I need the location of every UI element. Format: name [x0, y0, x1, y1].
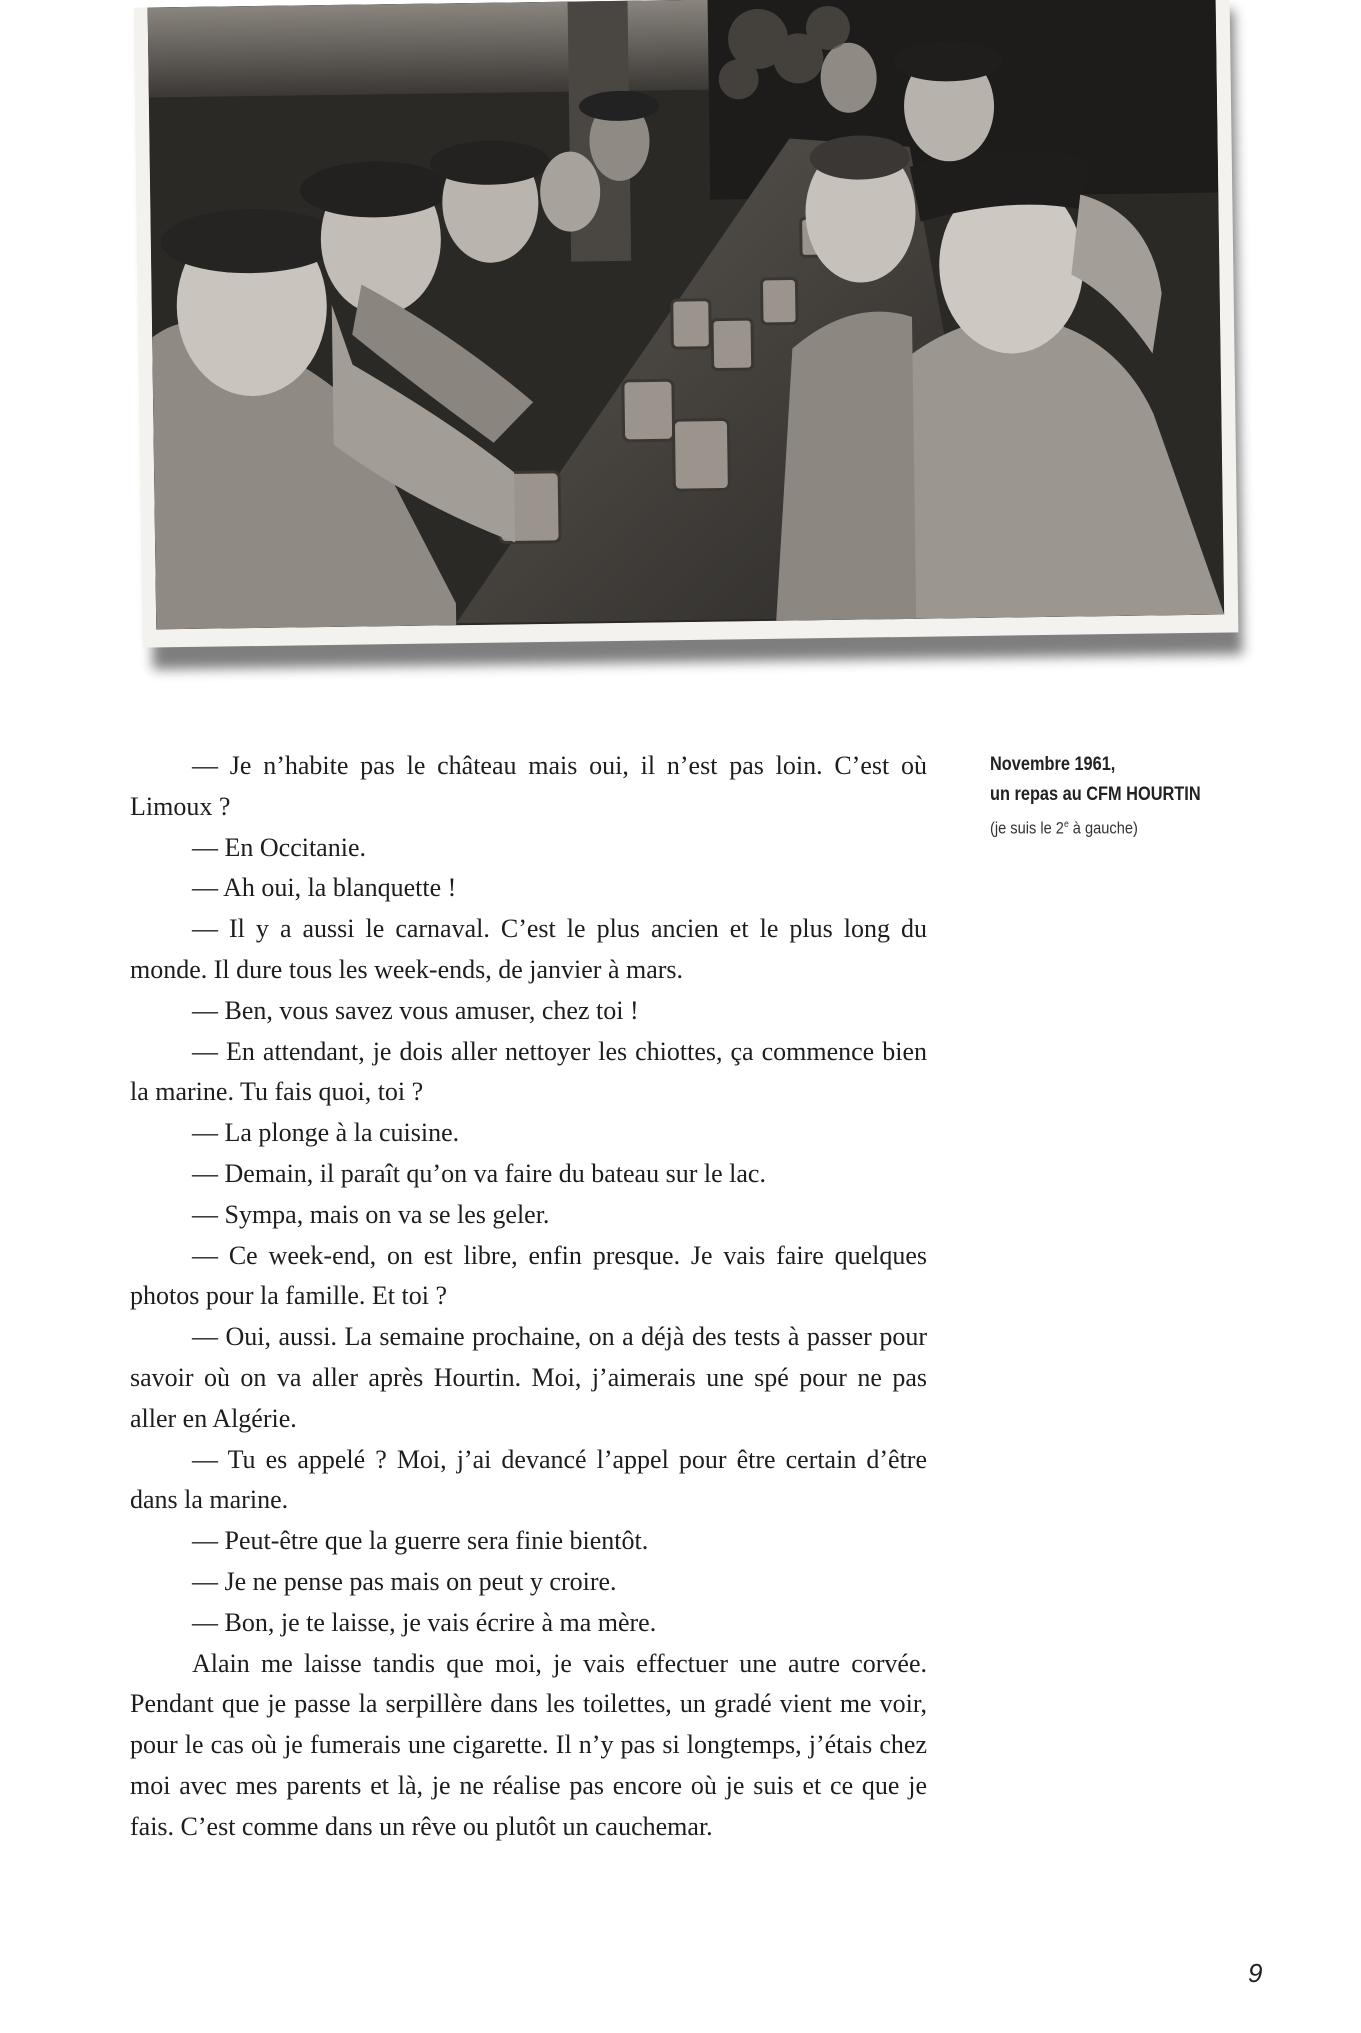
- paragraph: — En attendant, je dois aller nettoyer les chiottes, ça commence bien la marine. Tu fais quoi, toi ?: [130, 1036, 927, 1107]
- caption-note-sup: e: [1063, 819, 1069, 830]
- paragraph: — La plonge à la cuisine.: [192, 1118, 460, 1148]
- photo-caption: [990, 750, 1290, 844]
- paragraph: — Ah oui, la blanquette !: [192, 873, 457, 903]
- paragraph: — Oui, aussi. La semaine prochaine, on a déjà des tests à passer pour savoir où on va aller après Hourtin. Moi, j’aimerais une spé pour ne pas aller en Algérie.: [130, 1322, 927, 1433]
- page-number: 9: [1248, 1958, 1263, 1988]
- paragraph: — Peut-être que la guerre sera finie bientôt.: [192, 1526, 649, 1556]
- paragraph: — Bon, je te laisse, je vais écrire à ma mère.: [192, 1607, 657, 1637]
- paragraph: — Tu es appelé ? Moi, j’ai devancé l’appel pour être certain d’être dans la marine.: [130, 1444, 927, 1515]
- photo: [134, 0, 1239, 648]
- paragraph: Alain me laisse tandis que moi, je vais effectuer une autre corvée. Pendant que je passe la serpillère dans les toilettes, un gradé vient me voir, pour le cas où je fumerais une cigarette. Il n’y pas si longtemps, j’étais chez moi avec mes parents et là, je ne réalise pas encore où je suis et ce que je fais. C’est comme dans un rêve ou plutôt un cauchemar.: [130, 1648, 927, 1841]
- sailors-meal-photograph: [148, 0, 1225, 629]
- caption-note: [990, 810, 1248, 844]
- body-text: [130, 746, 927, 1848]
- paragraph: — Je n’habite pas le château mais oui, il n’est pas loin. C’est où Limoux ?: [130, 751, 927, 821]
- caption-date: Novembre 1961,: [990, 754, 1116, 775]
- paragraph: — Ce week-end, on est libre, enfin presque. Je vais faire quelques photos pour la famille. Et toi ?: [130, 1240, 927, 1311]
- paragraph: — Je ne pense pas mais on peut y croire.: [192, 1566, 617, 1596]
- paragraph: — Ben, vous savez vous amuser, chez toi !: [192, 995, 639, 1025]
- photo-illustration: [148, 0, 1225, 629]
- caption-note-prefix: (je suis le 2: [990, 818, 1064, 838]
- paragraph: — Sympa, mais on va se les geler.: [192, 1199, 550, 1229]
- paragraph: — Il y a aussi le carnaval. C’est le plus ancien et le plus long du monde. Il dure tous les week-ends, de janvier à mars.: [130, 914, 927, 984]
- photo-frame: [134, 0, 1239, 648]
- caption-note-suffix: à gauche): [1068, 818, 1138, 838]
- caption-title: un repas au CFM HOURTIN: [990, 784, 1201, 805]
- paragraph: — En Occitanie.: [192, 832, 366, 862]
- paragraph: — Demain, il paraît qu’on va faire du bateau sur le lac.: [192, 1158, 766, 1188]
